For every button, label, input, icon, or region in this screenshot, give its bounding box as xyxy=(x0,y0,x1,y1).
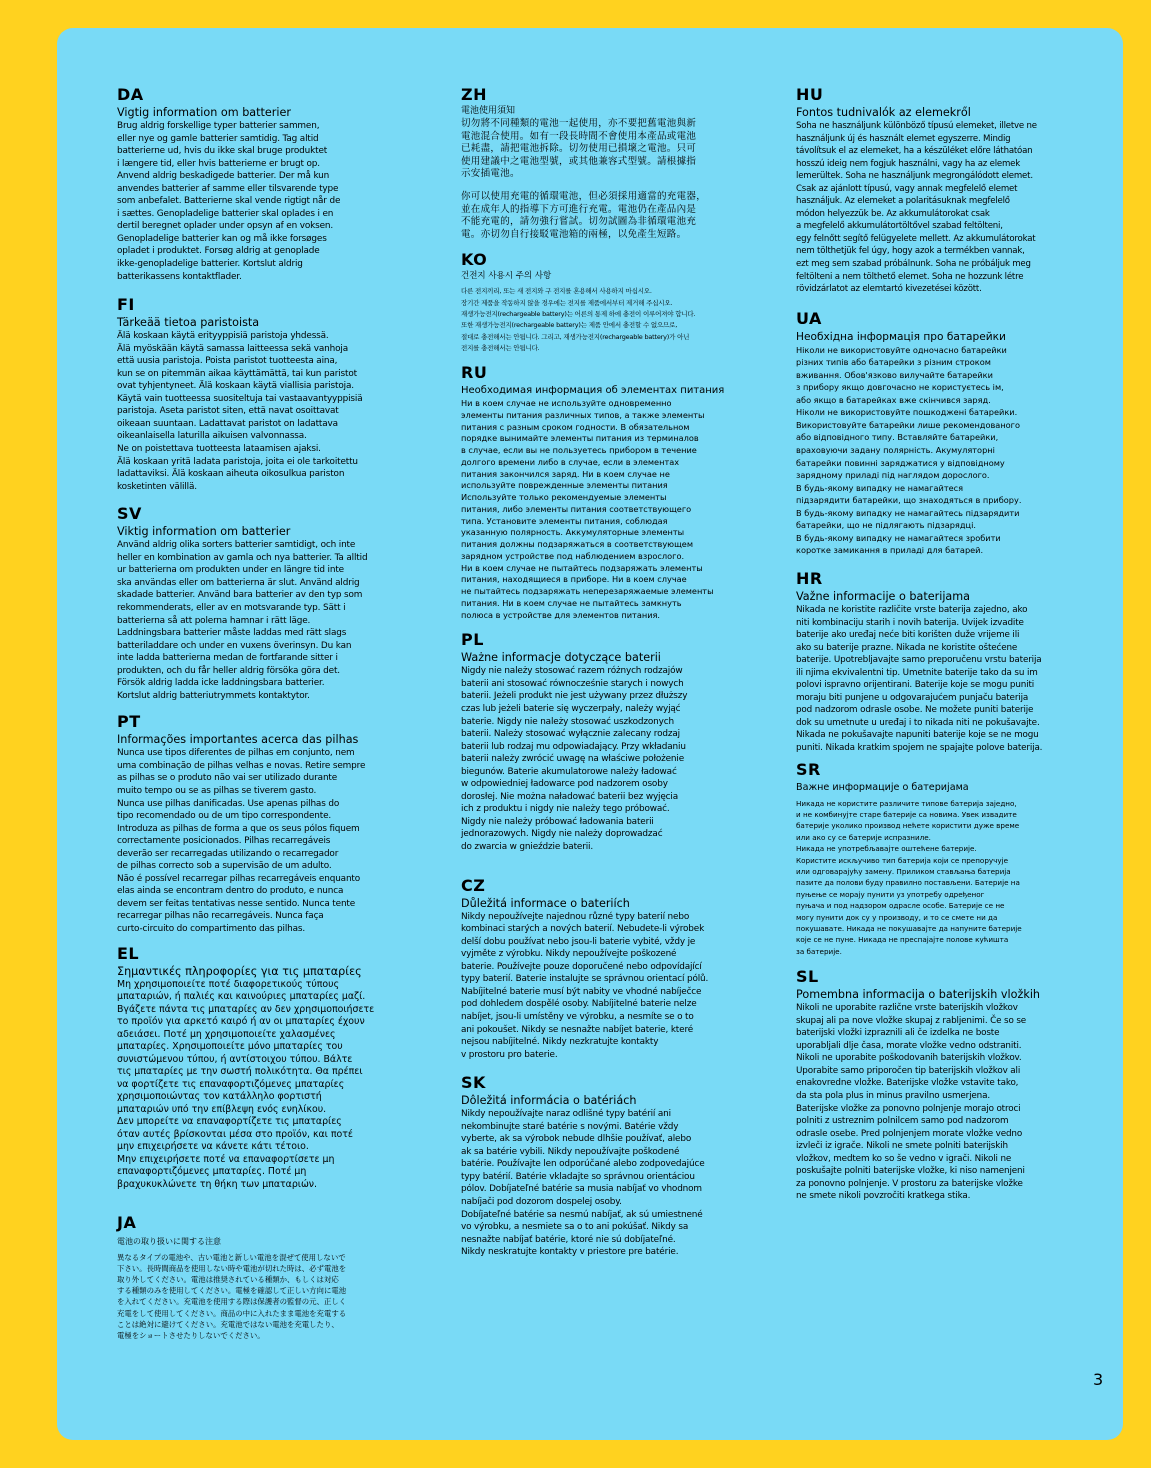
section-code: DA xyxy=(117,85,144,104)
section-code: ZH xyxy=(461,85,487,104)
section-ja xyxy=(117,1213,447,1341)
section-body: Μη χρησιμοποιείτε ποτέ διαφορετικούς τύπους μπαταριών, ή παλιές και καινούριες μπαταρίες μαζί. Βγάζετε πάντα τις μπαταρίες αν δεν χρησιμοποιήσετε το προϊόν για αρκετό καιρό ή αν οι μπαταρίες έχουν αδειάσει. Ποτέ μη χρησιμοποιείτε χαλασμένες μπαταρίες. Χρησιμοποιείτε μόνο μπαταρίες του συνιστώμενου τύπου, ή αντίστοιχου τύπου. Βάλτε τις μπαταρίες με την σωστή πολικότητα. Θα πρέπει να φορτίζετε τις επαναφορτιζόμενες μπαταρίες χρησιμοποιώντας τον κατάλληλο φορτιστή μπαταριών υπό την επίβλεψη ενός ενηλίκου. Δεν μπορείτε να επαναφορτίζετε τις μπαταρίες όταν αυτές βρίσκονται μέσα στο προϊόν, και ποτέ μην επιχειρήσετε να κάνετε κάτι τέτοιο. Μην επιχειρήσετε ποτέ να επαναφορτίσετε μη επαναφορτιζόμενες μπαταρίες. Ποτέ μη βραχυκυκλώνετε τη θήκη των μπαταριών. xyxy=(117,978,375,1190)
section-body: Använd aldrig olika sorters batterier samtidigt, och inte heller en kombination av gamla och nya batterier. Ta alltid ur batterierna om produkten under en längre tid inte ska användas eller om batterierna är slut. Använd aldrig skadade batterier. Använd bara batterier av den typ som rekommenderats, eller av en motsvarande typ. Sätt i batterierna så att polerna hamnar i rätt läge. Laddningsbara batterier måste laddas med rätt slags batteriladdare och under en vuxens överinsyn. Du kan inte ladda batterierna medan de fortfarande sitter i produkten, och du får heller aldrig försöka göra det. Försök aldrig ladda icke laddningsbara batterier. Kortslut aldrig batteriutrymmets kontaktytor. xyxy=(117,540,368,701)
section-body: Nunca use tipos diferentes de pilhas em conjunto, nem uma combinação de pilhas velhas e novas. Retire sempre as pilhas se o produto não vai ser utilizado durante muito tempo ou se as pilhas se tiverem gasto. Nunca use pilhas danificadas. Use apenas pilhas do tipo recomendado ou de um tipo correspondente. Introduza as pilhas de forma a que os seus pólos fiquem correctamente posicionados. Pilhas recarregáveis deverão ser recarregadas utilizando o recarregador de pilhas correcto sob a supervisão de um adulto. Não é possível recarregar pilhas recarregáveis enquanto elas ainda se encontram dentro do produto, e nunca devem ser feitas tentativas nesse sentido. Nunca tente recarregar pilhas não recarregáveis. Nunca faça curto-circuito do compartimento das pilhas. xyxy=(117,748,366,934)
section-body: Nikdy nepoužívajte naraz odlišné typy batérií ani nekombinujte staré batérie s novými. Batérie vždy vyberte, ak sa výrobok nebude dlhšie používať, alebo ak sa batérie vybili. Nikdy nepoužívajte poškodené batérie. Používajte len odporúčané alebo zodpovedajúce typy batérií. Batérie vkladajte so správnou orientáciou pólov. Dobíjateľné batérie sa musia nabíjať vo vhodnom nabíjači pod dozorom dospelej osoby. Dobíjateľné batérie sa nesmú nabíjať, ak sú umiestnené vo výrobku, a nesmiete sa o to ani pokúšať. Nikdy sa nesnažte nabíjať batérie, ktoré nie sú dobíjateľné. Nikdy neskratujte kontakty v priestore pre batérie. xyxy=(461,1109,705,1258)
section-pl xyxy=(461,630,786,853)
section-title: Informações importantes acerca das pilhas xyxy=(117,733,359,747)
page-number: 3 xyxy=(1093,1370,1104,1389)
section-body-2: 你可以使用充電的循環電池，但必須採用適當的充電器， 並在成年人的指導下方可進行充電。電池仍在產品內是 不能充電的，請勿強行嘗試。切勿試圖為非循環電池充 電。亦切勿自行接駁電池箱的兩極，以免產生短路。 xyxy=(461,190,707,240)
section-sl xyxy=(796,967,1116,1203)
section-body: Никада не користите различите типове батерија заједно, и не комбинујте старе батерије са новима. Увек извадите батерије уколико производ нећете користити дуже време или ако су се батерије испразниле. Никада не употребљавајте оштећене батерије. Користите искључиво тип батерија који се препоручује или одговарајућу замену. Приликом стављања батерија пазите да полови буду правилно постављени. Батерије на пуњење се морају пунити уз употребу одређеног пуњача и под надзором одрасле особе. Батерије се не могу пунити док су у производу, и то се смете ни да покушавате. Никада не покушавајте да напуните батерије које се не пуне. Никада не преспајајте полове кућишта за батерије. xyxy=(796,798,1022,956)
section-code: HU xyxy=(796,85,824,104)
section-title: Pomembna informacija o baterijskih vložkih xyxy=(796,988,1041,1002)
section-body: 異なるタイプの電池や、古い電池と新しい電池を混ぜて使用しないで 下さい。長時間商品を使用しない時や電池が切れた時は、必ず電池を 取り外してください。電池は推奨されている種類か、もしくは対応 する種類のみを使用してください。電極を確認して正しい方向に電池 を入れてください。充電池を使用する際は保護者の監督の元、正しく 充電をして使用してください。商品の中に入れたまま電池を充電する ことは絶対に避けてください。充電池ではない電池を充電したり、 電極をショートさせたりしないでください。 xyxy=(117,1253,347,1340)
section-el xyxy=(117,944,447,1192)
section-hu xyxy=(796,85,1116,296)
section-pt xyxy=(117,712,447,935)
section-hr xyxy=(796,569,1116,755)
section-body: Nikada ne koristite različite vrste baterija zajedno, ako niti kombinaciju starih i novih baterija. Uvijek izvadite baterije ako uređaj neće biti korišten duže vrijeme ili ako su baterije prazne. Nikada ne koristite oštećene baterije. Upotrebljavajte samo preporučenu vrstu baterija ili njima ekvivalentni tip. Umetnite baterije tako da su im polovi ispravno orijentirani. Baterije koje se mogu puniti moraju biti punjene u odgovarajućem punjaču baterija pod nadzorom odrasle osobe. Ne možete puniti baterije dok su umetnute u uređaj i to nikada niti ne pokušavajte. Nikada ne pokušavajte napuniti baterije koje se ne mogu puniti. Nikada kratkim spojem ne spajajte polove baterija. xyxy=(796,604,1043,753)
column-right xyxy=(796,85,1116,1203)
section-cz xyxy=(461,876,786,1062)
section-body: Soha ne használjunk különböző típusú elemeket, illetve ne használjunk új és használt elemet egyszerre. Mindig távolítsuk el az elemeket, ha a készüléket előre láthatóan hosszú ideig nem fogjuk használni, vagy ha az elemek lemerültek. Soha ne használjunk megrongálódott elemet. Csak az ajánlott típusú, vagy annak megfelelő elemet használjuk. Az elemeket a polaritásuknak megfelelő módon helyezzük be. Az akkumulátorokat csak a megfelelő akkumulátortöltővel szabad feltölteni, egy felnőtt segítő felügyelete mellett. Az akkumulátorokat nem tölthetjük fel úgy, hogy azok a termékben vannak, ezt meg sem szabad próbálnunk. Soha ne próbáljuk meg feltölteni a nem tölthető elemet. Soha ne hozzunk létre rövidzárlatot az elemtartó kivezetései között. xyxy=(796,121,1037,295)
column-left xyxy=(117,85,447,1341)
section-code: EL xyxy=(117,943,140,963)
section-fi xyxy=(117,295,447,493)
column-middle xyxy=(461,85,786,1259)
section-zh xyxy=(461,85,786,241)
section-body: Ни в коем случае не используйте одновременно элементы питания различных типов, а также элементы питания с разным сроком годности. В обязательном порядке вынимайте элементы питания из терминалов в случае, если вы не пользуетесь прибором в течение долгого времени либо в случае, если в элементах питания закончился заряд. Ни в коем случае не используйте поврежденные элементы питания Используйте только рекомендуемые элементы питания, либо элементы питания соответствующего типа. Установите элементы питания, соблюдая указанную полярность. Аккумуляторные элементы питания должны подзаряжаться в соответствующем зарядном устройстве под наблюдением взрослого. Ни в коем случае не пытайтесь подзаряжать элементы питания, находящиеся в приборе. Ни в коем случае не пытайтесь подзаряжать неперезаряжаемые элементы питания. Ни в коем случае не пытайтесь замкнуть полюса в устройстве для элементов питания. xyxy=(461,398,714,620)
section-code: SR xyxy=(796,759,821,779)
section-title: 電池使用須知 xyxy=(461,106,516,116)
section-title: Необходимая информация об элементах питания xyxy=(461,385,725,397)
section-title: Ważne informacje dotyczące baterii xyxy=(461,651,661,665)
section-code: JA xyxy=(117,1213,137,1233)
section-ko xyxy=(461,250,786,354)
section-body: Nikoli ne uporabite različne vrste baterijskih vložkov skupaj ali pa nove vložke skupaj z rabljenimi. Če so se baterijski vložki izpraznili ali če izdelka ne boste uporabljali dlje časa, morate vložke vedno odstraniti. Nikoli ne uporabite poškodovanih baterijskih vložkov. Uporabite samo priporočen tip baterijskih vložkov ali enakovredne vložke. Baterijske vložke vstavite tako, da sta pola plus in minus pravilno usmerjena. Baterijske vložke za ponovno polnjenje morajo otroci polniti z ustreznim polnilcem samo pod nadzorom odrasle osebe. Pred polnjenjem morate vložke vedno izvleči iz igrače. Nikoli ne smete polniti baterijskih vložkov, medtem ko so še vedno v igrači. Nikoli ne poskušajte polniti baterijske vložke, ki niso namenjeni za ponovno polnjenje. V prostoru za baterijske vložke ne smete nikoli povzročiti kratkega stika. xyxy=(796,1003,1027,1202)
section-body: Älä koskaan käytä erityyppisiä paristoja yhdessä. Älä myöskään käytä samassa laitteessa sekä vanhoja että uusia paristoja. Poista paristot tuotteesta aina, kun se on pitemmän aikaa käyttämättä, tai kun paristot ovat tyhjentyneet. Älä koskaan käytä viallisia paristoja. Käytä vain tuotteessa suositeltuja tai vastaavantyyppisiä paristoja. Aseta paristot siten, että navat osoittavat oikeaan suuntaan. Ladattavat paristot on ladattava oikeanlaisella laturilla aikuisen valvonnassa. Ne on poistettava tuotteesta lataamisen ajaksi. Älä koskaan yritä ladata paristoja, joita ei ole tarkoitettu ladattaviksi. Älä koskaan aiheuta oikosulkua pariston kosketinten välillä. xyxy=(117,331,363,492)
section-title: Vigtig information om batterier xyxy=(117,106,291,119)
section-code: HR xyxy=(796,568,823,588)
section-da xyxy=(117,85,447,283)
section-title: Σημαντικές πληροφορίες για τις μπαταρίες xyxy=(117,964,362,978)
section-title: Важне информације о батеријама xyxy=(796,781,969,793)
section-sk xyxy=(461,1073,786,1259)
section-code: SL xyxy=(796,967,819,987)
section-title: Необхідна інформація про батарейки xyxy=(796,330,1006,343)
section-code: SK xyxy=(461,1073,486,1093)
section-title: Tärkeää tietoa paristoista xyxy=(117,316,260,330)
section-body: 다른 전지끼리, 또는 새 전지와 구 전지를 혼용해서 사용하지 마십시오. 장기간 제품을 작동하지 않을 경우에는 전지를 제품에서부터 제거해 주십시오. 재생가능전지(rechargeable battery)는 어른의 통제 하에 충전이 이루어져야 합니다. 또한 재생가능전지(rechargeable battery)는 제품 안에서 충전할 수 없으므로, 절대로 충전해서는 안됩니다. 그리고, 재생가능전지(rechargeable battery)가 아닌 전지를 충전해서는 안됩니다. xyxy=(461,287,696,352)
section-body: 切勿將不同種類的電池一起使用，亦不要把舊電池與新 電池混合使用。如有一段長時間不會使用本產品或電池 已耗盡，請把電池拆除。切勿使用已損壞之電池。只可 使用建議中之電池型號，或其他兼容式型號。請根據指 示安插電池。 xyxy=(461,118,697,180)
section-ru xyxy=(461,363,786,621)
section-title: Dôležitá informácia o batériách xyxy=(461,1094,637,1108)
section-code: RU xyxy=(461,363,488,383)
section-code: KO xyxy=(461,250,488,270)
section-code: CZ xyxy=(461,875,486,895)
section-title: Važne informacije o baterijama xyxy=(796,589,971,603)
content-panel xyxy=(57,28,1123,1440)
section-code: UA xyxy=(796,308,822,328)
section-body: Brug aldrig forskellige typer batterier sammen, eller nye og gamle batterier samtidig. Tag altid batterierne ud, hvis du ikke skal bruge produktet i længere tid, eller hvis batterierne er brugt op. Anvend aldrig beskadigede batterier. Der må kun anvendes batterier af samme eller tilsvarende type som anbefalet. Batterierne skal vende rigtigt når de i sættes. Genopladelige batterier skal oplades i en dertil beregnet oplader under opsyn af en voksen. Genopladelige batterier kan og må ikke forsøges opladet i produktet. Forsøg aldrig at genoplade ikke-genopladelige batterier. Kortslut aldrig batterikassens kontaktflader. xyxy=(117,121,341,282)
section-title: Viktig information om batterier xyxy=(117,525,291,539)
section-body: Nikdy nepoužívejte najednou různé typy baterií nebo kombinaci starých a nových baterií. Nebudete-li výrobek delší dobu používat nebo jsou-li baterie vybité, vždy je vyjměte z výrobku. Nikdy nepoužívejte poškozené baterie. Používejte pouze doporučené nebo odpovídající typy baterií. Baterie instalujte se správnou orientací pólů. Nabíjitelné baterie musí být nabity ve vhodné nabíječce pod dohledem dospělé osoby. Nabíjitelné baterie nelze nabíjet, jsou-li umístěny ve výrobku, a nesmíte se o to ani pokoušet. Nikdy se nesnažte nabíjet baterie, které nejsou nabíjitelné. Nikdy nezkratujte kontakty v prostoru pro baterie. xyxy=(461,911,709,1060)
section-title: 건전지 사용시 주의 사항 xyxy=(461,271,552,282)
section-ua xyxy=(796,309,1116,557)
section-body: Ніколи не використовуйте одночасно батарейки різних типів або батарейки з різним строком вживання. Обов'язково вилучайте батарейки з прибору якщо довгочасно не користуєтесь ім, або якщо в батарейках вже скінчився заряд. Ніколи не використовуйте пошкоджені батарейки. Використовуйте батарейки лише рекомендованого або відповідного типу. Вставляйте батарейки, враховуючи задану полярність. Акумуляторні батарейки повинні заряджатися у відповідному зарядному приладі під наглядом дорослого. В будь-якому випадку не намагайтеся підзарядити батарейки, що знаходяться в прибору. В будь-якому випадку не намагайтесь підзарядити батарейки, що не підлягають підзарядці. В будь-якому випадку не намагайтеся зробити коротке замикання в приладі для батарей. xyxy=(796,344,1022,556)
section-code: FI xyxy=(117,295,135,315)
section-code: PL xyxy=(461,630,484,650)
section-sr xyxy=(796,760,1116,958)
section-code: SV xyxy=(117,504,142,524)
section-title: Důležitá informace o bateriích xyxy=(461,896,630,910)
section-title: 電池の取り扱いに関する注意 xyxy=(117,1237,221,1247)
section-title: Fontos tudnivalók az elemekről xyxy=(796,106,971,119)
section-sv xyxy=(117,504,447,702)
section-code: PT xyxy=(117,712,141,732)
section-body: Nigdy nie należy stosować razem różnych rodzajów baterii ani stosować równocześnie starych i nowych baterii. Jeżeli produkt nie jest używany przez dłuższy czas lub jeżeli baterie się wyczerpały, należy wyjąć baterie. Nigdy nie należy stosować uszkodzonych baterii. Należy stosować wyłącznie zalecany rodzaj baterii lub rodzaj mu odpowiadający. Przy wkładaniu baterii należy zwrócić uwagę na właściwe położenie biegunów. Baterie akumulatorowe należy ładować w odpowiedniej ładowarce pod nadzorem osoby dorosłej. Nie można naładować baterii bez wyjęcia ich z produktu i nigdy nie należy tego próbować. Nigdy nie należy próbować ładowania baterii jednorazowych. Nigdy nie należy doprowadzać do zwarcia w gnieździe baterii. xyxy=(461,666,688,853)
